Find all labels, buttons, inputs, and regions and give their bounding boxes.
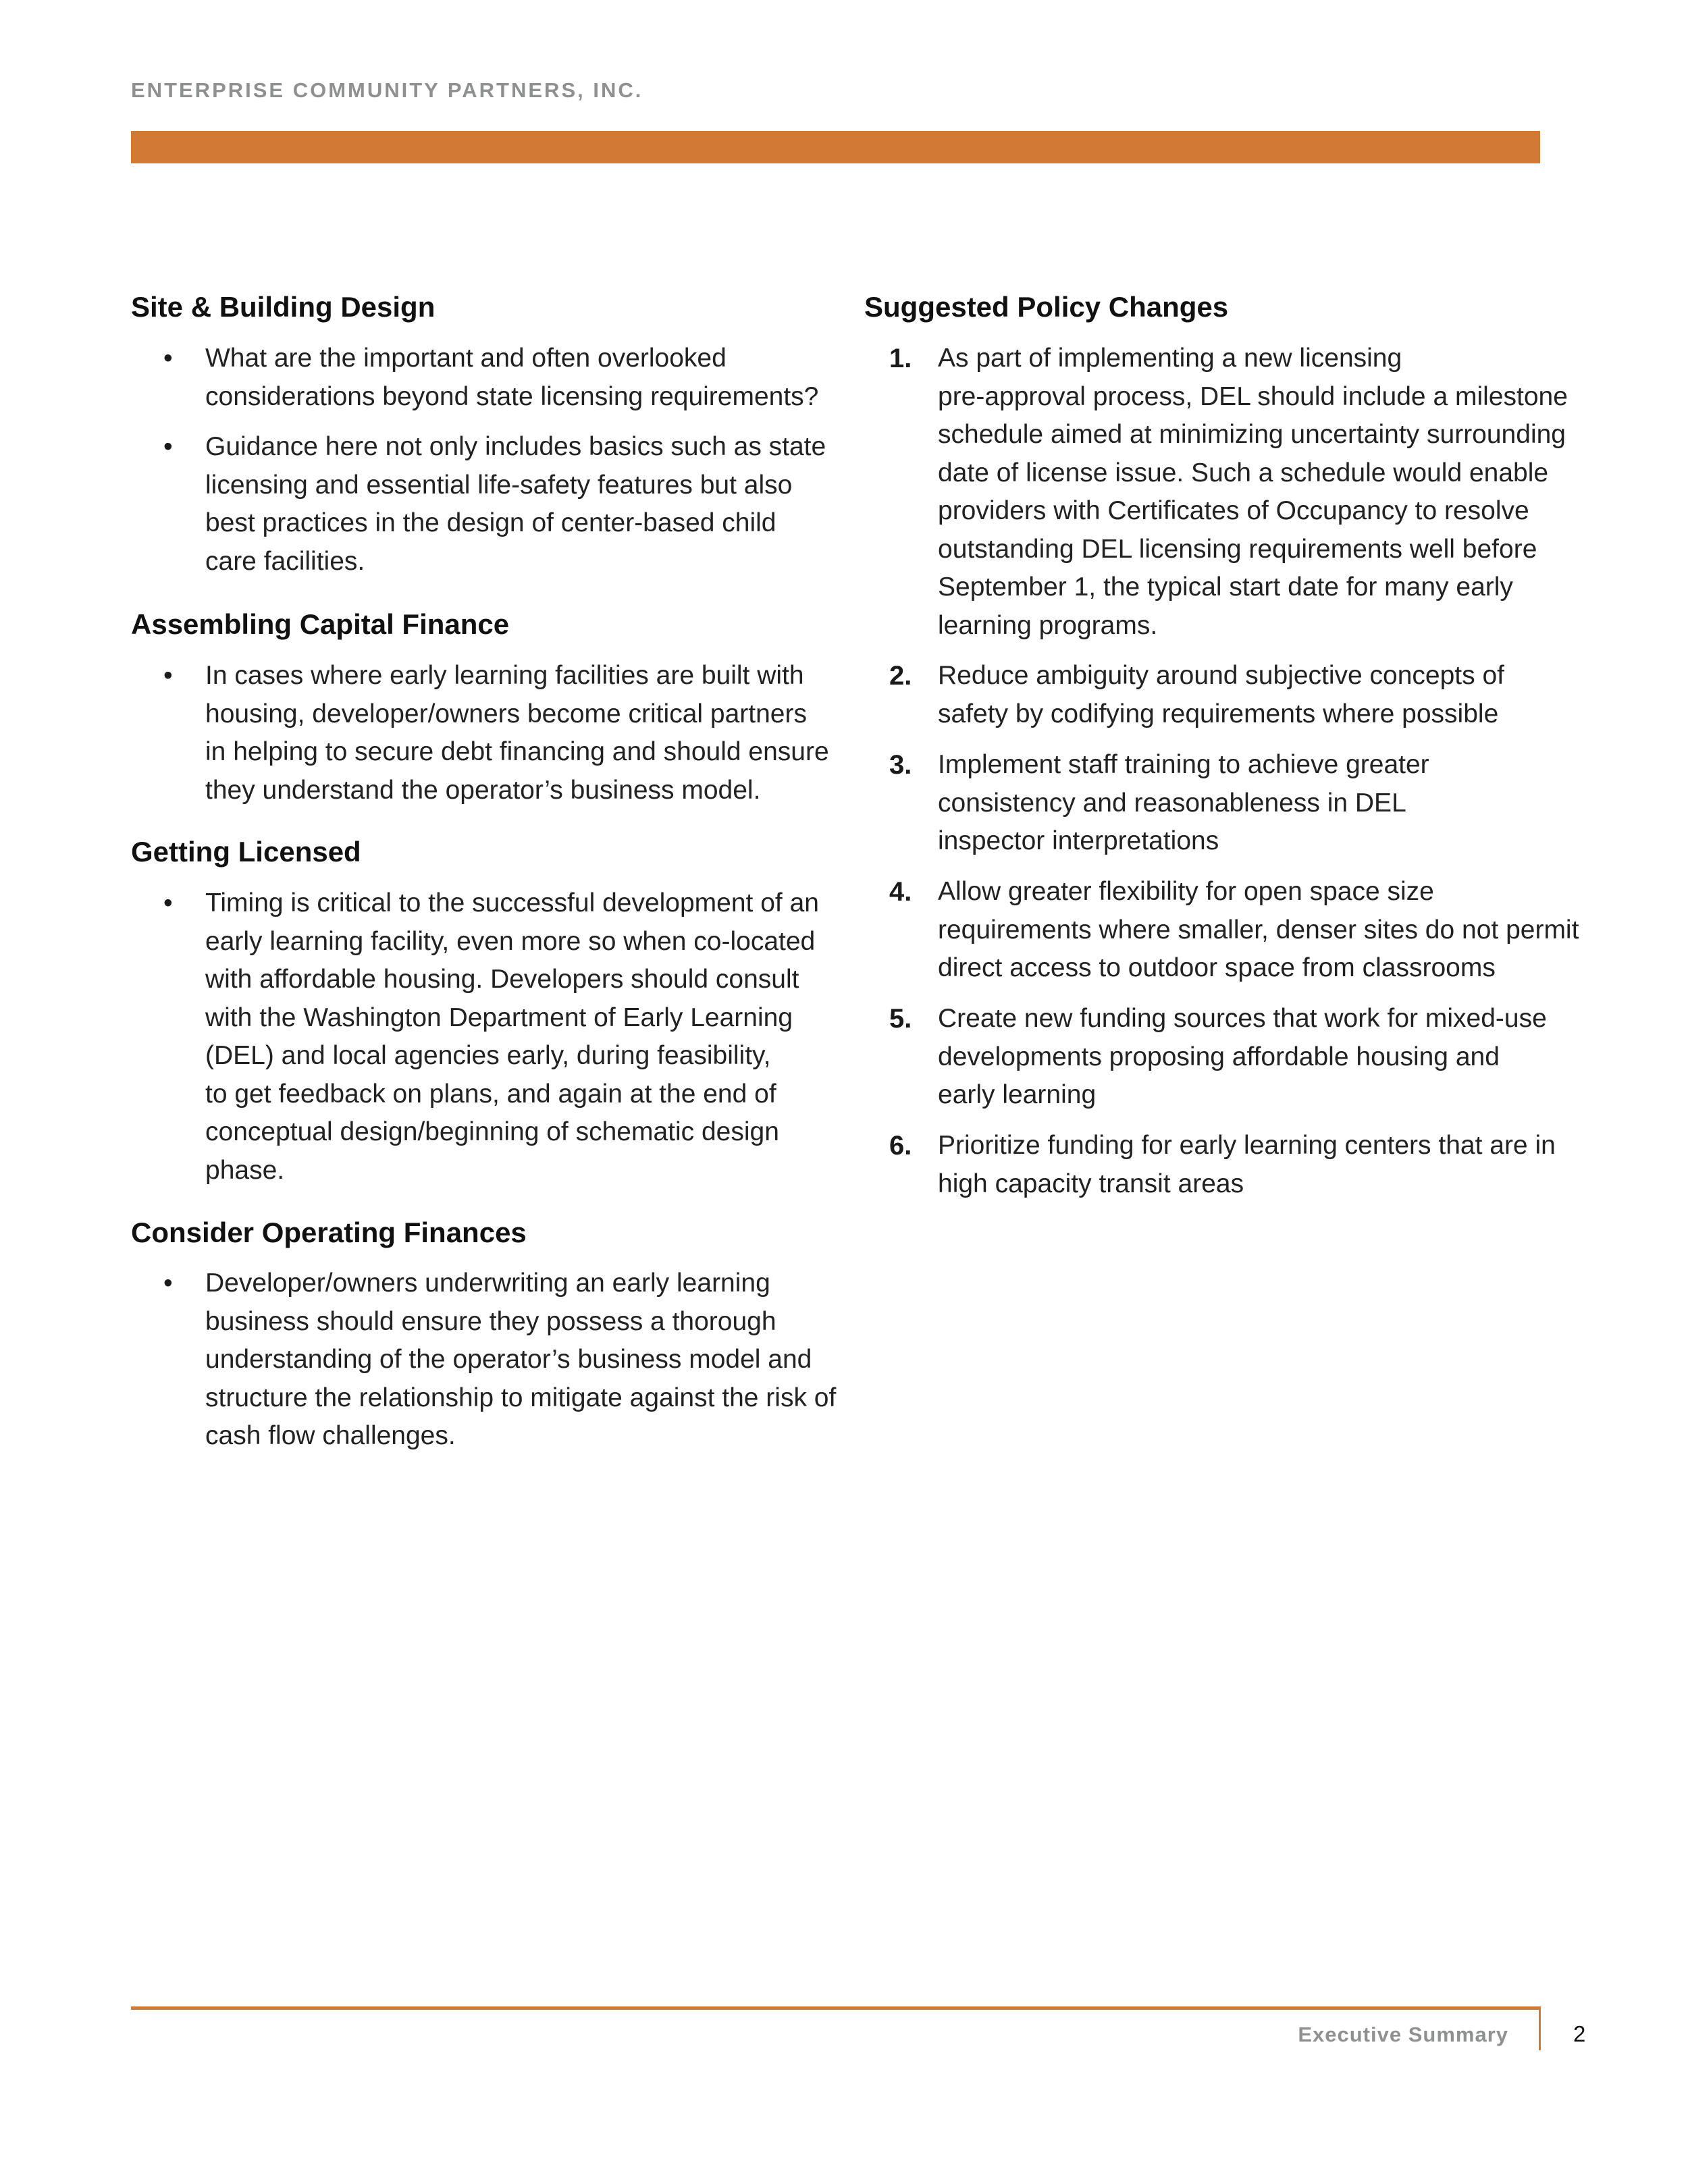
heading-assembling-capital-finance: Assembling Capital Finance bbox=[131, 608, 510, 640]
footer-divider bbox=[1539, 2006, 1541, 2050]
heading-suggested-policy-changes: Suggested Policy Changes bbox=[864, 291, 1229, 323]
list-number: 2. bbox=[889, 661, 912, 691]
policy-item: Allow greater flexibility for open space size requirements where smaller, denser sites do not permit direct access to outdoor space from classrooms bbox=[938, 877, 1579, 982]
bullet-icon: • bbox=[163, 1269, 173, 1298]
heading-operating-finances: Consider Operating Finances bbox=[131, 1217, 527, 1248]
bullet-icon: • bbox=[163, 432, 173, 461]
header-accent-bar bbox=[131, 131, 1540, 163]
footer-rule bbox=[131, 2006, 1540, 2010]
bullet-icon: • bbox=[163, 661, 173, 690]
policy-item: Prioritize funding for early learning centers that are in high capacity transit areas bbox=[938, 1131, 1556, 1198]
bullet-text: In cases where early learning facilities are built with housing, developer/owners become critical partners in helping to secure debt financing and should ensure they understand the operator’s business model. bbox=[205, 661, 829, 805]
policy-item: As part of implementing a new licensing pre-approval process, DEL should include a milestone schedule aimed at minimizing uncertainty surrounding date of license issue. Such a schedule would enable providers with Certificates of Occupancy to resolve outstanding DEL licensing requirements well before September 1, the typical start date for many early learning programs. bbox=[938, 344, 1568, 640]
list-number: 5. bbox=[889, 1004, 912, 1034]
bullet-text: Developer/owners underwriting an early learning business should ensure they possess a thorough understanding of the operator’s business model and structure the relationship to mitigate against the risk of cash flow challenges. bbox=[205, 1269, 837, 1450]
policy-item: Reduce ambiguity around subjective concepts of safety by codifying requirements where possible bbox=[938, 661, 1504, 728]
page-number: 2 bbox=[1573, 2021, 1586, 2046]
list-number: 1. bbox=[889, 344, 912, 373]
list-number: 6. bbox=[889, 1131, 912, 1161]
list-number: 4. bbox=[889, 877, 912, 907]
policy-item: Create new funding sources that work for mixed-use developments proposing affordable housing and early learning bbox=[938, 1004, 1547, 1109]
heading-getting-licensed: Getting Licensed bbox=[131, 836, 361, 868]
bullet-icon: • bbox=[163, 344, 173, 373]
footer-section-title: Executive Summary bbox=[1298, 2023, 1508, 2046]
bullet-text: What are the important and often overlooked considerations beyond state licensing requirements? bbox=[205, 344, 819, 411]
bullet-text: Timing is critical to the successful development of an early learning facility, even more so when co-located with affordable housing. Developers should consult with the Washington Department of Early Learning (DEL) and local agencies early, during feasibility, to get feedback on plans, and again at the end of conceptual design/beginning of schematic design phase. bbox=[205, 888, 819, 1185]
bullet-icon: • bbox=[163, 888, 173, 917]
heading-site-building-design: Site & Building Design bbox=[131, 291, 436, 323]
organization-header: ENTERPRISE COMMUNITY PARTNERS, INC. bbox=[131, 78, 643, 102]
list-number: 3. bbox=[889, 750, 912, 780]
policy-item: Implement staff training to achieve greater consistency and reasonableness in DEL inspector interpretations bbox=[938, 750, 1429, 855]
bullet-text: Guidance here not only includes basics such as state licensing and essential life-safety features but also best practices in the design of center-based child care facilities. bbox=[205, 432, 826, 576]
